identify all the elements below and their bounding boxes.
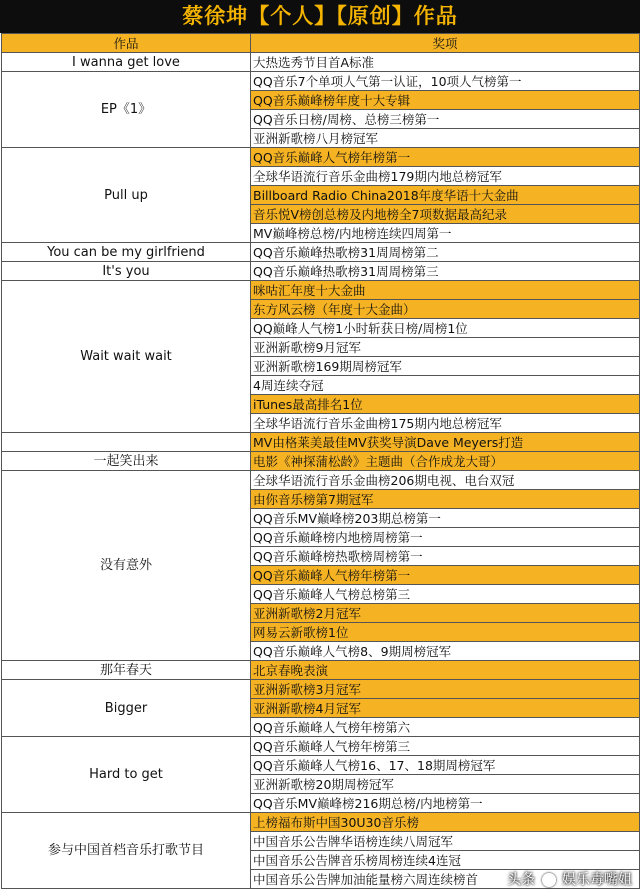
table-row [2,262,640,281]
award-cell: QQ音乐7个单项人气第一认证，10项人气榜第一 [251,72,640,91]
award-cell: QQ音乐MV巅峰榜216期总榜/内地榜第一 [251,794,640,813]
work-cell: 一起笑出来 [2,452,251,471]
work-cell: You can be my girlfriend [2,243,251,262]
table-row [2,433,640,452]
award-cell: QQ音乐巅峰热歌榜31周周榜第三 [251,262,640,281]
work-cell: Bigger [2,680,251,737]
award-cell: 北京春晚表演 [251,661,640,680]
award-cell: 4周连续夺冠 [251,376,640,395]
table-row [2,72,640,91]
table-row [2,737,640,756]
at-icon [542,873,556,887]
award-cell: 东方风云榜（年度十大金曲） [251,300,640,319]
watermark-prefix: 头条 [507,872,536,888]
award-cell: 电影《神探蒲松龄》主题曲（合作成龙大哥） [251,452,640,471]
award-cell: 由你音乐榜第7期冠军 [251,490,640,509]
award-cell: QQ音乐MV巅峰榜203期总榜第一 [251,509,640,528]
table-row [2,243,640,262]
award-cell: Billboard Radio China2018年度华语十大金曲 [251,186,640,205]
work-cell: 那年春天 [2,661,251,680]
header-work: 作品 [2,34,251,53]
award-cell: QQ音乐巅峰人气榜年榜第六 [251,718,640,737]
work-cell: EP《1》 [2,72,251,148]
award-cell: QQ音乐巅峰人气榜年榜第一 [251,148,640,167]
award-cell: 亚洲新歌榜2月冠军 [251,604,640,623]
work-cell [2,433,251,452]
award-cell: QQ音乐巅峰人气榜年榜第一 [251,566,640,585]
work-cell: It's you [2,262,251,281]
award-cell: QQ音乐巅峰榜年度十大专辑 [251,91,640,110]
award-cell: 音乐悦V榜创总榜及内地榜全7项数据最高纪录 [251,205,640,224]
award-cell: 大热选秀节目首A标准 [251,53,640,72]
award-cell: QQ音乐巅峰人气榜16、17、18期周榜冠军 [251,756,640,775]
table-body [2,53,640,889]
award-cell: QQ音乐巅峰人气榜8、9期周榜冠军 [251,642,640,661]
award-cell: iTunes最高排名1位 [251,395,640,414]
table-row [2,53,640,72]
work-cell: 没有意外 [2,471,251,661]
table-row [2,452,640,471]
table-row [2,281,640,300]
award-cell: 全球华语流行音乐金曲榜206期电视、电台双冠 [251,471,640,490]
award-cell: 全球华语流行音乐金曲榜175期内地总榜冠军 [251,414,640,433]
award-cell: 亚洲新歌榜9月冠军 [251,338,640,357]
award-cell: MV由格莱美最佳MV获奖导演Dave Meyers打造 [251,433,640,452]
award-cell: 全球华语流行音乐金曲榜179期内地总榜冠军 [251,167,640,186]
award-cell: 上榜福布斯中国30U30音乐榜 [251,813,640,832]
award-cell: QQ音乐巅峰人气榜总榜第三 [251,585,640,604]
award-cell: 亚洲新歌榜3月冠军 [251,680,640,699]
work-cell: 参与中国首档音乐打歌节目 [2,813,251,889]
award-cell: 亚洲新歌榜20期周榜冠军 [251,775,640,794]
award-cell: 中国音乐公告牌音乐榜周榜连续4连冠 [251,851,640,870]
table-row [2,661,640,680]
award-cell: 中国音乐公告牌加油能量榜六周连续榜首 [251,870,640,889]
table-row [2,148,640,167]
award-cell: QQ音乐巅峰榜内地榜周榜第一 [251,528,640,547]
award-cell: QQ巅峰人气榜1小时斩获日榜/周榜1位 [251,319,640,338]
award-cell: QQ音乐巅峰热歌榜31周周榜第二 [251,243,640,262]
page-title: 蔡徐坤【个人】【原创】作品 [0,0,640,33]
work-cell: Hard to get [2,737,251,813]
award-cell: 网易云新歌榜1位 [251,623,640,642]
work-cell: Wait wait wait [2,281,251,433]
works-awards-table [1,33,640,889]
watermark-handle: 娱乐毒嘴姐 [562,872,632,888]
award-cell: 咪咕汇年度十大金曲 [251,281,640,300]
award-cell: MV巅峰榜总榜/内地榜连续四周第一 [251,224,640,243]
work-cell: I wanna get love [2,53,251,72]
header-award: 奖项 [251,34,640,53]
work-cell: Pull up [2,148,251,243]
table-row [2,471,640,490]
watermark [507,869,632,889]
award-cell: 亚洲新歌榜4月冠军 [251,699,640,718]
award-cell: QQ音乐日榜/周榜、总榜三榜第一 [251,110,640,129]
table-row [2,680,640,699]
award-cell: 亚洲新歌榜八月榜冠军 [251,129,640,148]
award-cell: QQ音乐巅峰人气榜年榜第三 [251,737,640,756]
award-cell: 中国音乐公告牌华语榜连续八周冠军 [251,832,640,851]
award-cell: QQ音乐巅峰榜热歌榜周榜第一 [251,547,640,566]
award-cell: 亚洲新歌榜169期周榜冠军 [251,357,640,376]
table-header-row [2,34,640,53]
table-row [2,813,640,832]
